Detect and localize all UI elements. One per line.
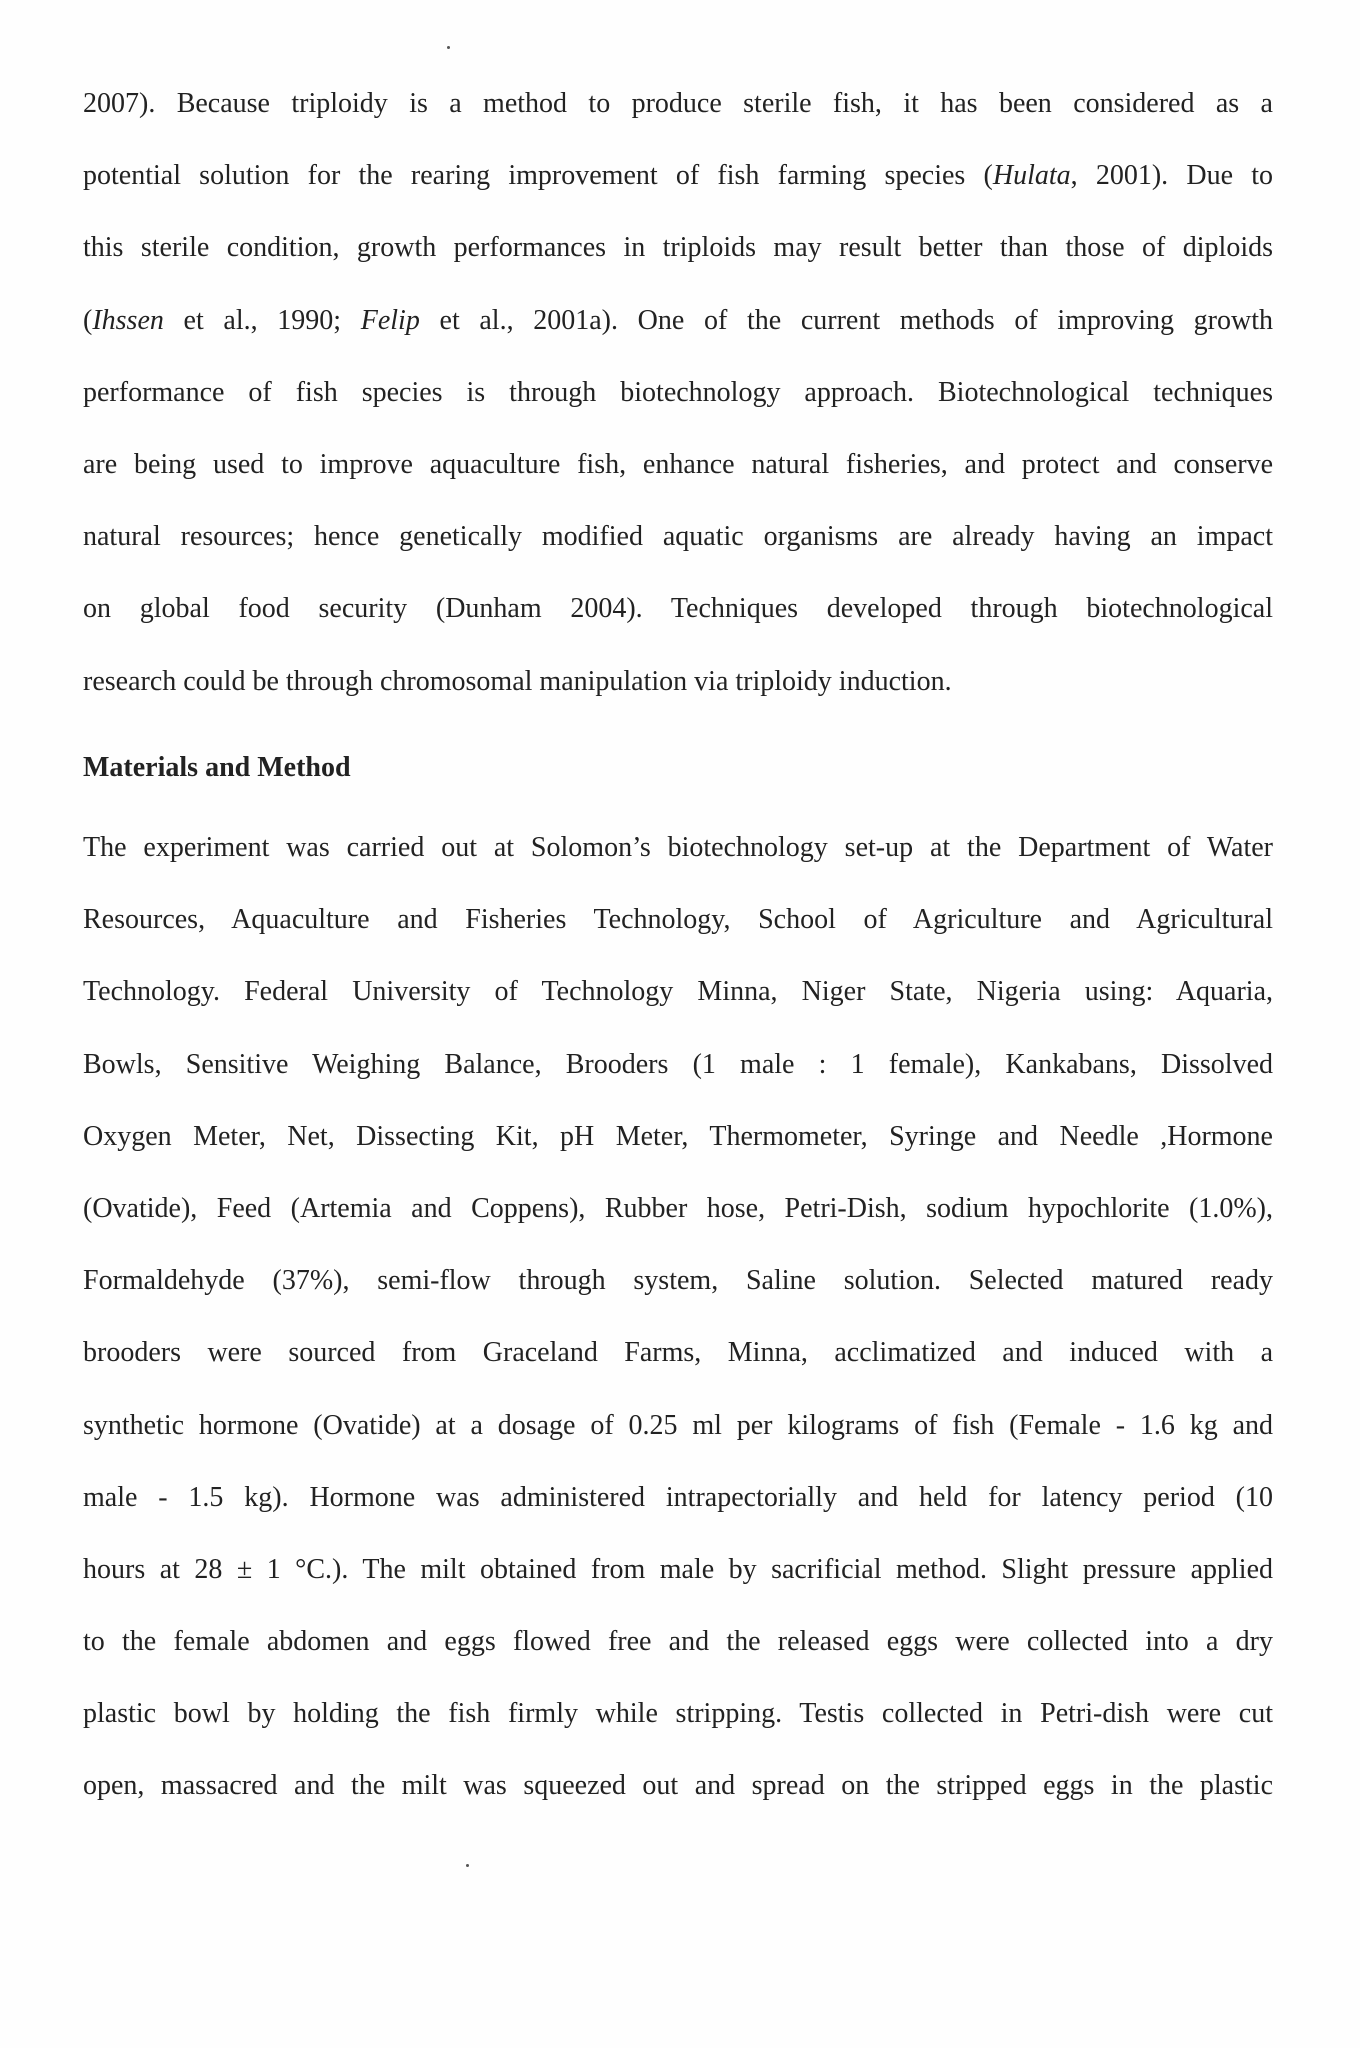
text-line: The experiment was carried out at Solomon’s biotechnology set-up at the Department of Water <box>83 832 1273 863</box>
text-line: Technology. Federal University of Technology Minna, Niger State, Nigeria using: Aquaria, <box>83 976 1273 1008</box>
author-name: Hulata <box>992 160 1071 192</box>
text-line: Oxygen Meter, Net, Dissecting Kit, pH Meter, Thermometer, Syringe and Needle ,Hormone <box>83 1120 1273 1152</box>
author-name: Ihssen <box>92 304 164 336</box>
text-line: plastic bowl by holding the fish firmly while stripping. Testis collected in Petri-dish were cut <box>83 1698 1273 1730</box>
text-line: 2007). Because triploidy is a method to produce sterile fish, it has been considered as a <box>83 88 1273 119</box>
text-line: Resources, Aquaculture and Fisheries Technology, School of Agriculture and Agricultural <box>83 904 1273 936</box>
scan-speck <box>466 1864 469 1867</box>
text-line: synthetic hormone (Ovatide) at a dosage of 0.25 ml per kilograms of fish (Female - 1.6 kg and <box>83 1409 1273 1441</box>
text-line: hours at 28 ± 1 °C.). The milt obtained from male by sacrificial method. Slight pressure applied <box>83 1553 1273 1585</box>
text-line: are being used to improve aquaculture fish, enhance natural fisheries, and protect and conserve <box>83 448 1273 480</box>
text-line: Formaldehyde (37%), semi-flow through system, Saline solution. Selected matured ready <box>83 1265 1273 1297</box>
text-line: (Ihssen et al., 1990; Felip et al., 2001a). One of the current methods of improving growth <box>83 304 1273 336</box>
section-heading: Materials and Method <box>83 752 351 783</box>
text-line: potential solution for the rearing improvement of fish farming species (Hulata, 2001). Due to <box>83 160 1273 192</box>
text-line: male - 1.5 kg). Hormone was administered intrapectorially and held for latency period (10 <box>83 1481 1273 1513</box>
text-line: on global food security (Dunham 2004). Techniques developed through biotechnological <box>83 593 1273 625</box>
author-name: Felip <box>360 304 420 336</box>
paragraph-intro <box>83 68 1273 718</box>
text-line: brooders were sourced from Graceland Farms, Minna, acclimatized and induced with a <box>83 1337 1273 1369</box>
text-line: this sterile condition, growth performances in triploids may result better than those of diploids <box>83 232 1273 264</box>
text-line: natural resources; hence genetically modified aquatic organisms are already having an impact <box>83 521 1273 553</box>
text-line: to the female abdomen and eggs flowed free and the released eggs were collected into a dry <box>83 1626 1273 1658</box>
text-line: research could be through chromosomal manipulation via triploidy induction. <box>83 665 952 697</box>
text-line: performance of fish species is through biotechnology approach. Biotechnological techniques <box>83 376 1273 408</box>
text-line: (Ovatide), Feed (Artemia and Coppens), Rubber hose, Petri-Dish, sodium hypochlorite (1.0%), <box>83 1192 1273 1224</box>
paragraph-materials <box>83 812 1273 1823</box>
text-line: open, massacred and the milt was squeezed out and spread on the stripped eggs in the plastic <box>83 1770 1273 1802</box>
scan-speck <box>447 46 450 49</box>
text-line: Bowls, Sensitive Weighing Balance, Brooders (1 male : 1 female), Kankabans, Dissolved <box>83 1048 1273 1080</box>
